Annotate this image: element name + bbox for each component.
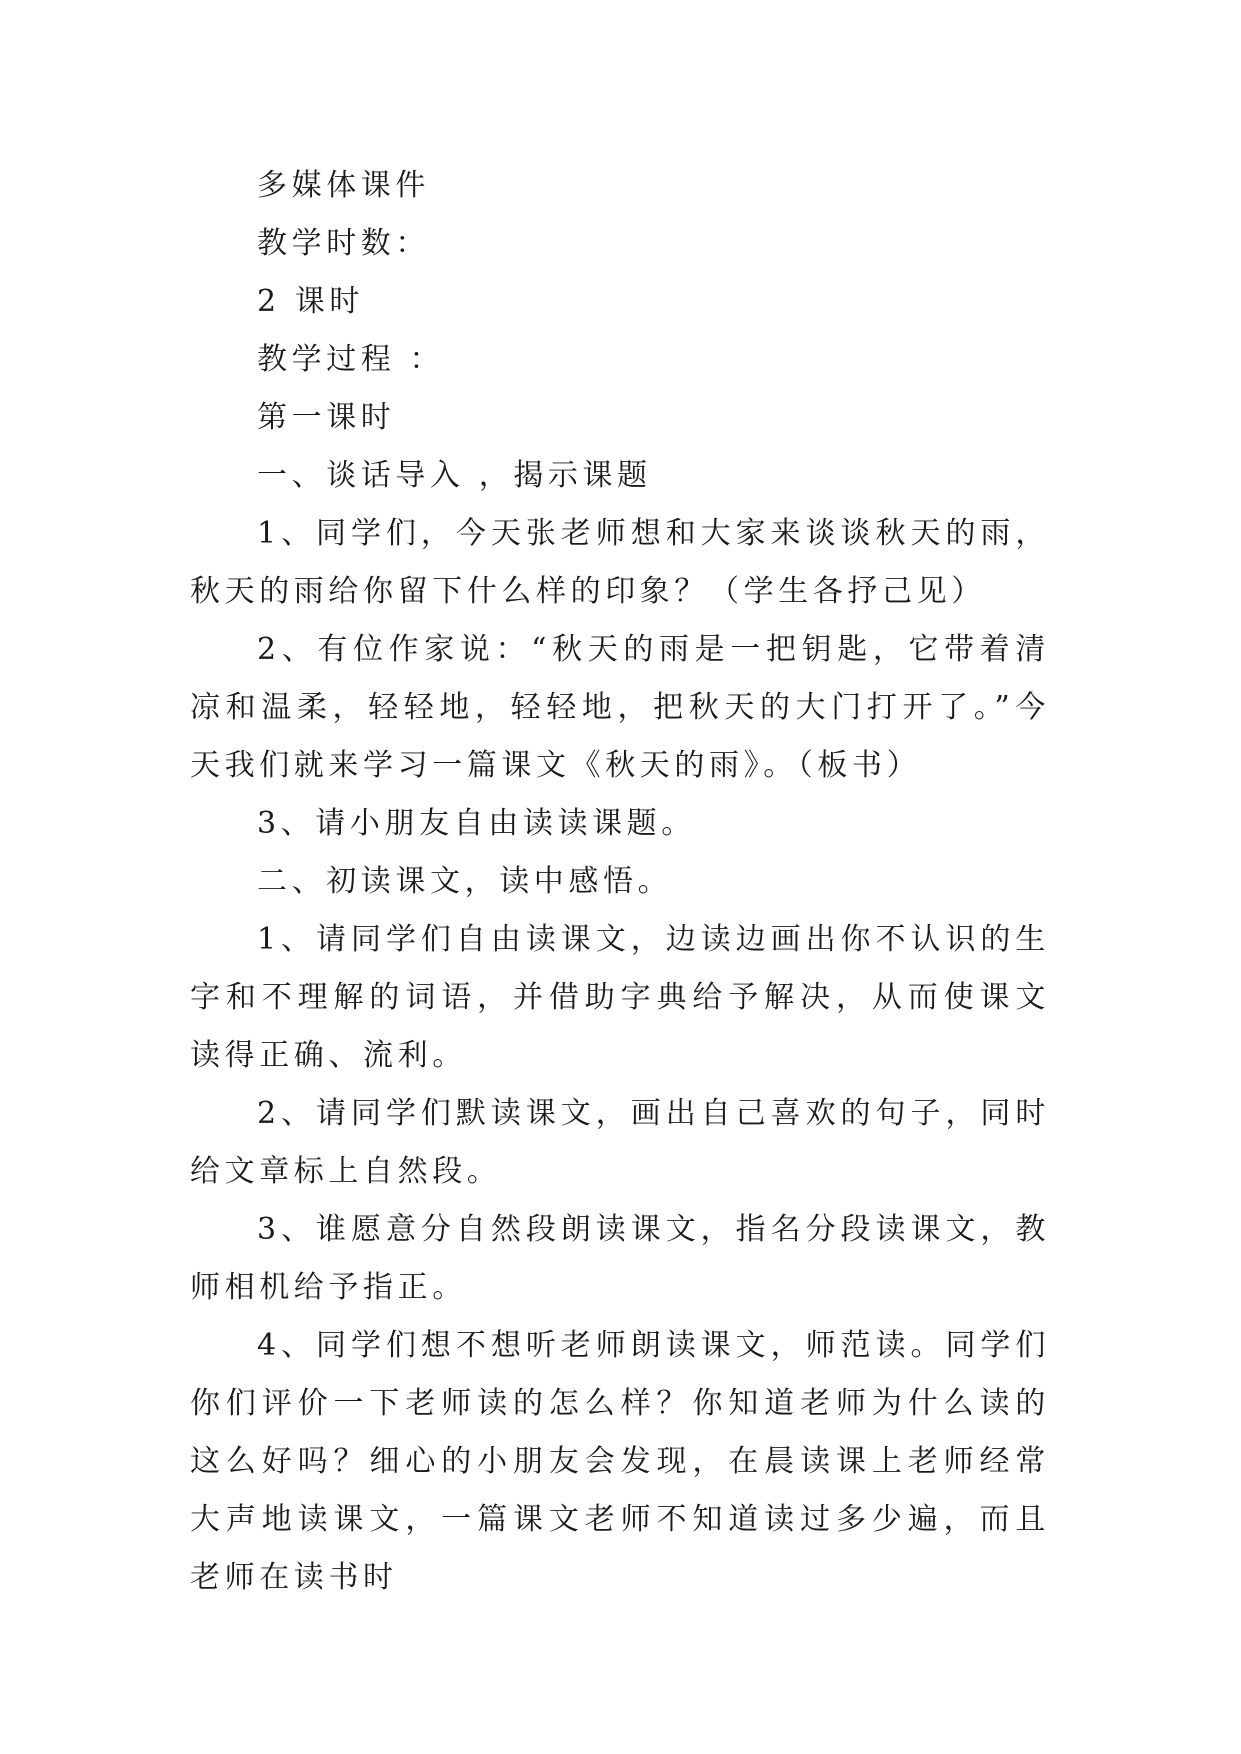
paragraph-materials: 多媒体课件: [257, 168, 430, 203]
paragraph-item: 1、请同学们自由读课文，边读边画出你不认识的生字和不理解的词语，并借助字典给予解决，从而使课文读得正确、流利。: [190, 922, 1050, 1073]
paragraph-item: 2、请同学们默读课文，画出自己喜欢的句子，同时给文章标上自然段。: [190, 1096, 1050, 1189]
paragraph-item: 3、请小朋友自由读读课题。: [257, 806, 696, 841]
paragraph-process-label: 教学过程 ：: [257, 342, 445, 377]
section-heading-2: 二、初读课文，读中感悟。: [257, 864, 673, 899]
section-heading-1: 一、谈话导入 ，揭示课题: [257, 458, 652, 493]
paragraph-hours-value: 2 课时: [257, 284, 365, 319]
paragraph-first-lesson: 第一课时: [257, 400, 396, 435]
paragraph-item: 4、同学们想不想听老师朗读课文，师范读。同学们你们评价一下老师读的怎么样？你知道老师为什么读的这么好吗？细心的小朋友会发现，在晨读课上老师经常大声地读课文，一篇课文老师不知道读过多少遍，而且老师在读书时: [190, 1328, 1050, 1595]
document-body: [190, 157, 1050, 1607]
paragraph-item: 2、有位作家说：“秋天的雨是一把钥匙，它带着清凉和温柔，轻轻地，轻轻地，把秋天的大门打开了。”今天我们就来学习一篇课文《秋天的雨》。（板书）: [190, 632, 1050, 783]
paragraph-item: 3、谁愿意分自然段朗读课文，指名分段读课文，教师相机给予指正。: [190, 1212, 1050, 1305]
paragraph-item: 1、同学们，今天张老师想和大家来谈谈秋天的雨，秋天的雨给你留下什么样的印象？（学生各抒己见）: [190, 516, 1050, 609]
paragraph-hours-label: 教学时数：: [257, 226, 430, 261]
